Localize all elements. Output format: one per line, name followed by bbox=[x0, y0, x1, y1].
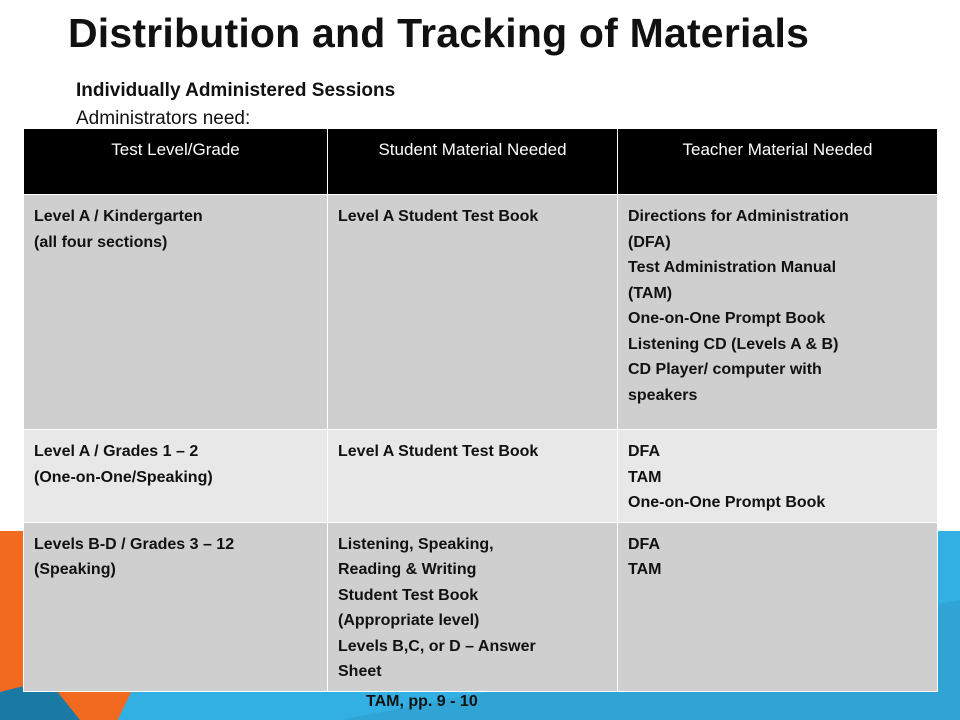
cell-teacher bbox=[618, 522, 938, 691]
cell-line: (Appropriate level) bbox=[338, 612, 480, 629]
cell-student bbox=[328, 522, 618, 691]
cell-line: Directions for Administration bbox=[628, 208, 849, 225]
slide-title: Distribution and Tracking of Materials bbox=[68, 10, 810, 56]
cell-line: (DFA) bbox=[628, 233, 671, 251]
cell-line: One-on-One Prompt Book bbox=[628, 494, 826, 511]
cell-level bbox=[24, 430, 328, 523]
cell-line: Sheet bbox=[338, 663, 382, 680]
cell-level bbox=[24, 522, 328, 691]
cell-line: Level A / Kindergarten bbox=[34, 208, 203, 225]
cell-line: Level A / Grades 1 – 2 bbox=[34, 443, 199, 460]
cell-line: (One-on-One/Speaking) bbox=[34, 468, 213, 486]
cell-line: DFA bbox=[628, 443, 660, 460]
slide-subtitle: Individually Administered Sessions bbox=[76, 80, 396, 101]
header-teacher-material: Teacher Material Needed bbox=[618, 129, 938, 195]
footer-reference: TAM, pp. 9 - 10 bbox=[366, 693, 478, 710]
cell-line: DFA bbox=[628, 535, 660, 553]
cell-line: Listening CD (Levels A & B) bbox=[628, 335, 839, 353]
cell-line: TAM bbox=[628, 561, 662, 578]
cell-line: One-on-One Prompt Book bbox=[628, 310, 826, 327]
cell-teacher bbox=[618, 195, 938, 430]
cell-level bbox=[24, 195, 328, 430]
cell-line: CD Player/ computer with bbox=[628, 361, 822, 378]
table-row bbox=[24, 195, 938, 430]
materials-table bbox=[23, 128, 938, 692]
table-row bbox=[24, 430, 938, 523]
cell-line: Levels B-D / Grades 3 – 12 bbox=[34, 535, 235, 553]
header-test-level: Test Level/Grade bbox=[24, 129, 328, 195]
cell-line: TAM bbox=[628, 468, 662, 486]
cell-student bbox=[328, 430, 618, 523]
cell-line: (Speaking) bbox=[34, 561, 116, 578]
cell-line: Reading & Writing bbox=[338, 561, 477, 578]
cell-line: speakers bbox=[628, 386, 698, 404]
cell-line: Listening, Speaking, bbox=[338, 535, 494, 553]
slide-subline: Administrators need: bbox=[76, 108, 251, 129]
table-header-row bbox=[24, 129, 938, 195]
table-row bbox=[24, 522, 938, 691]
cell-line: (TAM) bbox=[628, 284, 673, 302]
header-student-material: Student Material Needed bbox=[328, 129, 618, 195]
cell-line: Level A Student Test Book bbox=[338, 443, 539, 460]
cell-line: Test Administration Manual bbox=[628, 259, 837, 276]
cell-line: (all four sections) bbox=[34, 233, 168, 251]
cell-line: Levels B,C, or D – Answer bbox=[338, 637, 536, 655]
cell-line: Student Test Book bbox=[338, 586, 479, 604]
cell-line: Level A Student Test Book bbox=[338, 208, 539, 225]
cell-teacher bbox=[618, 430, 938, 523]
cell-student bbox=[328, 195, 618, 430]
